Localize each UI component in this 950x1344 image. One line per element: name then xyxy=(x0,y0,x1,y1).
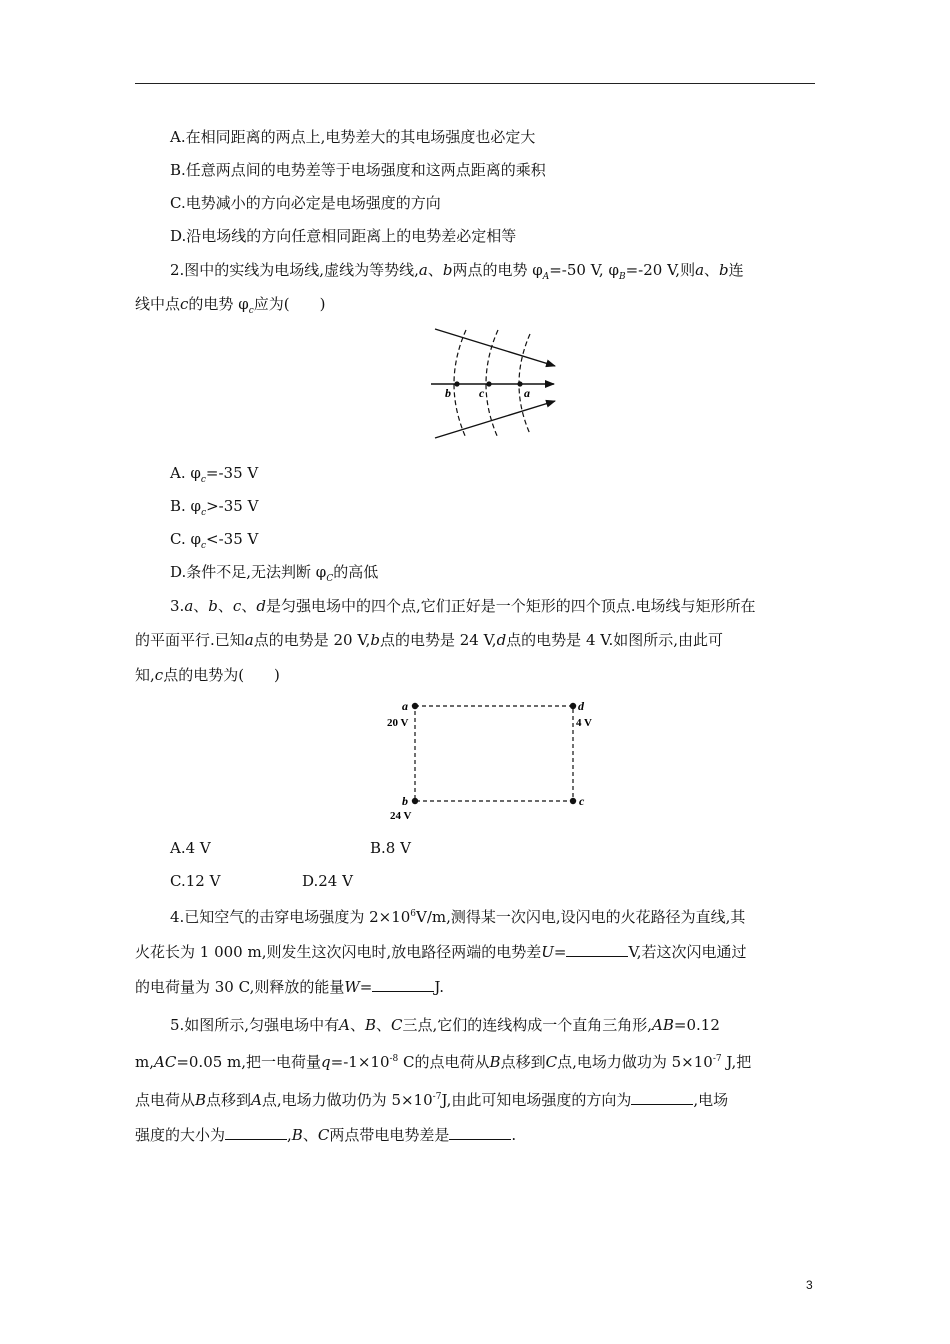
value-b: 24 V xyxy=(390,810,412,822)
field-line-lower xyxy=(435,401,555,438)
q2-option-a: A. $\varphi_c=-35$ V xyxy=(170,464,259,485)
q4-line3: 的电荷量为 30 C,则释放的能量W= J. xyxy=(135,978,444,996)
q1-option-b: B.任意两点间的电势差等于电场强度和这两点距离的乘积 xyxy=(170,161,546,179)
q3-stem-line1: 3.a、b、c、d是匀强电场中的四个点,它们正好是一个矩形的四个顶点.电场线与矩形所在 xyxy=(170,597,756,615)
page-number: 3 xyxy=(806,1278,813,1292)
q4-line2: 火花长为 1 000 m,则发生这次闪电时,放电路径两端的电势差U= V,若这次闪电通过 xyxy=(135,943,747,961)
q2-option-b: B. $\varphi_c>-35$ V xyxy=(170,497,259,518)
point-b xyxy=(454,381,459,386)
corner-c xyxy=(570,798,576,804)
answer-blank-energy[interactable] xyxy=(372,977,434,992)
answer-blank-voltage[interactable] xyxy=(566,942,628,957)
label-b: b xyxy=(445,386,451,400)
q4-line1: 4.已知空气的击穿电场强度为 $2\times 10^6V/m$,测得某一次闪电,设闪电的火花路径为直线,其 xyxy=(170,908,746,926)
label-b: b xyxy=(402,794,408,808)
label-d: d xyxy=(578,699,584,713)
corner-a xyxy=(412,703,418,709)
q1-option-d: D.沿电场线的方向任意相同距离上的电势差必定相等 xyxy=(170,227,517,245)
q3-stem-line3: 知,c点的电势为( ) xyxy=(135,666,280,684)
q3-rectangle-figure xyxy=(380,698,605,826)
label-a: a xyxy=(402,699,408,713)
field-line-upper xyxy=(435,329,555,366)
header-rule xyxy=(135,83,815,84)
q5-line1: 5.如图所示,匀强电场中有A、B、C三点,它们的连线构成一个直角三角形,AB=0.12 xyxy=(170,1016,720,1034)
q2-option-d: D.条件不足,无法判断 $\varphi_C$的高低 xyxy=(170,563,379,584)
q5-line3: 点电荷从B点移到A点,电场力做功仍为 $5\times 10^{-7}J$,由此可知电场强度的方向为 ,电场 xyxy=(135,1091,729,1109)
q5-line4: 强度的大小为 ,B、C两点带电电势差是 . xyxy=(135,1126,517,1144)
value-d: 4 V xyxy=(576,717,592,729)
q3-stem-line2: 的平面平行.已知a点的电势是 20 V,b点的电势是 24 V,d点的电势是 4 V.如图所示,由此可 xyxy=(135,631,723,649)
label-a: a xyxy=(524,386,530,400)
q3-option-c: C.12 V xyxy=(170,872,221,890)
corner-b xyxy=(412,798,418,804)
q2-option-c: C. $\varphi_c<-35$ V xyxy=(170,530,259,551)
point-a xyxy=(517,381,522,386)
corner-d xyxy=(570,703,576,709)
q2-stem-line1: 2.图中的实线为电场线,虚线为等势线,a、b两点的电势 $\varphi_A=-50$ V, $\varphi_B=-20$ V,则a、b连 xyxy=(170,261,744,282)
rectangle xyxy=(415,706,573,801)
q3-option-b: B.8 V xyxy=(370,839,411,857)
label-c: c xyxy=(479,386,485,400)
q1-option-a: A.在相同距离的两点上,电势差大的其电场强度也必定大 xyxy=(170,128,536,146)
answer-blank-direction[interactable] xyxy=(631,1090,693,1105)
q5-line2: m,AC=0.05 m,把一电荷量$q=-1\times 10^{-8}$ C的点电荷从B点移到C点,电场力做功为 $5\times 10^{-7}$ J,把 xyxy=(135,1053,752,1071)
q3-option-d: D.24 V xyxy=(302,872,353,890)
answer-blank-magnitude[interactable] xyxy=(225,1125,287,1140)
q3-option-a: A.4 V xyxy=(170,839,211,857)
answer-blank-potential-difference[interactable] xyxy=(449,1125,511,1140)
q2-field-figure xyxy=(428,322,558,440)
point-c xyxy=(486,381,491,386)
value-a: 20 V xyxy=(387,717,409,729)
q2-stem-line2: 线中点c的电势 $\varphi_c$应为( ) xyxy=(135,295,326,316)
label-c: c xyxy=(579,794,585,808)
q1-option-c: C.电势减小的方向必定是电场强度的方向 xyxy=(170,194,441,212)
